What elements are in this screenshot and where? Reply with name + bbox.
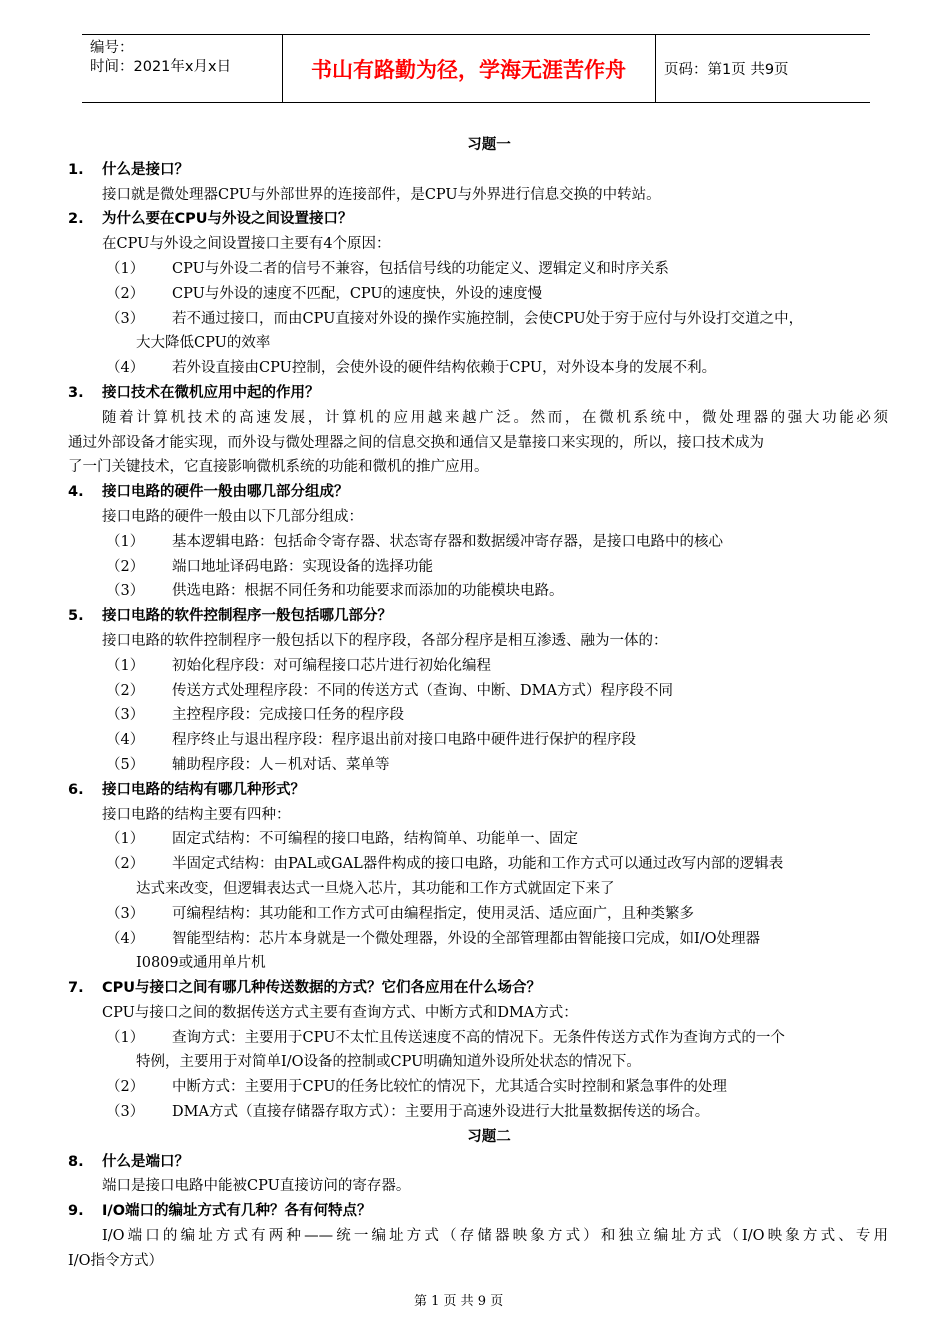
question-number: 7. <box>68 980 84 997</box>
list-item <box>68 555 888 580</box>
question-heading <box>68 604 888 629</box>
list-item-text: 辅助程序段：人－机对话、菜单等 <box>172 756 390 773</box>
section-title: 习题一 <box>467 137 511 153</box>
list-item <box>68 654 888 679</box>
list-item <box>68 902 888 927</box>
header-motto: 书山有路勤为径，学海无涯苦作舟 <box>311 57 626 82</box>
list-item-marker: （3） <box>106 310 145 327</box>
list-item-continuation: 大大降低CPU的效率 <box>136 335 271 352</box>
question-number: 1. <box>68 161 84 178</box>
page-header <box>82 34 870 103</box>
question-heading <box>68 480 888 505</box>
list-item-text: 程序终止与退出程序段：程序退出前对接口电路中硬件进行保护的程序段 <box>172 732 636 749</box>
list-item <box>68 530 888 555</box>
list-item-marker: （3） <box>106 905 145 922</box>
question-text: 什么是端口？ <box>102 1153 189 1170</box>
list-item-text: 查询方式：主要用于CPU不太忙且传送速度不高的情况下。无条件传送方式作为查询方式的一个 <box>172 1029 785 1046</box>
question-number: 3. <box>68 384 84 401</box>
paragraph-line: I/O指令方式） <box>68 1252 164 1269</box>
list-item-text: 中断方式：主要用于CPU的任务比较忙的情况下，尤其适合实时控制和紧急事件的处理 <box>172 1079 727 1096</box>
paragraph-line: 了一门关键技术，它直接影响微机系统的功能和微机的推广应用。 <box>68 459 489 476</box>
list-item-marker: （2） <box>106 856 145 873</box>
paragraph-line: 随着计算机技术的高速发展，计算机的应用越来越广泛。然而，在微机系统中，微处理器的强大功能必须 <box>102 409 888 426</box>
list-item <box>68 753 888 778</box>
paragraph-line: 接口电路的硬件一般由以下几部分组成： <box>102 508 363 525</box>
list-item-text: 可编程结构：其功能和工作方式可由编程指定，使用灵活、适应面广，且种类繁多 <box>172 905 694 922</box>
paragraph-line: 接口电路的结构主要有四种： <box>102 806 291 823</box>
question-heading <box>68 778 888 803</box>
paragraph-line: 接口电路的软件控制程序一般包括以下的程序段，各部分程序是相互渗透、融为一体的： <box>102 632 668 649</box>
question-number: 8. <box>68 1153 84 1170</box>
question-number: 9. <box>68 1203 84 1220</box>
question-text: 接口电路的软件控制程序一般包括哪几部分？ <box>102 608 392 625</box>
document-number-label: 编号： <box>90 40 134 56</box>
list-item-marker: （1） <box>106 831 145 848</box>
question-number: 6. <box>68 781 84 798</box>
list-item-marker: （2） <box>106 682 145 699</box>
paragraph-line: 端口是接口电路中能被CPU直接访问的寄存器。 <box>102 1178 411 1195</box>
list-item-continuation: 达式来改变，但逻辑表达式一旦烧入芯片，其功能和工作方式就固定下来了 <box>136 880 615 897</box>
paragraph-line: I/O端口的编址方式有两种——统一编址方式（存储器映象方式）和独立编址方式（I/O映象方式、专用 <box>102 1228 888 1245</box>
header-divider <box>655 35 656 102</box>
header-page-label: 页码：第1页 共9页 <box>664 62 789 78</box>
list-item <box>68 679 888 704</box>
list-item-continuation: 特例，主要用于对简单I/O设备的控制或CPU明确知道外设所处状态的情况下。 <box>136 1054 641 1071</box>
section-title: 习题二 <box>467 1128 511 1145</box>
list-item-text: 若不通过接口，而由CPU直接对外设的操作实施控制，会使CPU处于穷于应付与外设打交道之中， <box>172 310 804 327</box>
list-item-continuation: I0809或通用单片机 <box>136 955 266 972</box>
list-item-marker: （1） <box>106 657 145 674</box>
paragraph-line: 接口就是微处理器CPU与外部世界的连接部件，是CPU与外界进行信息交换的中转站。 <box>102 186 661 203</box>
list-item-text: 半固定式结构：由PAL或GAL器件构成的接口电路，功能和工作方式可以通过改写内部的逻辑表 <box>172 856 784 873</box>
list-item <box>68 1026 888 1051</box>
question-heading <box>68 1150 888 1175</box>
list-item <box>68 257 888 282</box>
paragraph-line: CPU与接口之间的数据传送方式主要有查询方式、中断方式和DMA方式： <box>102 1004 578 1021</box>
question-heading <box>68 207 888 232</box>
list-item <box>68 1075 888 1100</box>
paragraph-line: 通过外部设备才能实现，而外设与微处理器之间的信息交换和通信又是靠接口来实现的，所以，接口技术成为 <box>68 434 764 451</box>
list-item-text: 固定式结构：不可编程的接口电路，结构简单、功能单一、固定 <box>172 831 578 848</box>
list-item <box>68 728 888 753</box>
document-time-label: 时间：2021年x月x日 <box>90 59 232 75</box>
list-item-text: 供选电路：根据不同任务和功能要求而添加的功能模块电路。 <box>172 583 564 600</box>
list-item-text: CPU与外设的速度不匹配，CPU的速度快，外设的速度慢 <box>172 285 543 302</box>
question-number: 4. <box>68 484 84 501</box>
question-text: 什么是接口？ <box>102 161 189 178</box>
list-item <box>68 356 888 381</box>
list-item-marker: （1） <box>106 1029 145 1046</box>
list-item-text: 基本逻辑电路：包括命令寄存器、状态寄存器和数据缓冲寄存器，是接口电路中的核心 <box>172 533 723 550</box>
question-text: I/O端口的编址方式有几种？各有何特点？ <box>102 1203 372 1220</box>
document-body <box>68 133 888 1274</box>
question-text: 为什么要在CPU与外设之间设置接口？ <box>102 211 353 228</box>
list-item-marker: （3） <box>106 707 145 724</box>
list-item <box>68 852 888 877</box>
paragraph-line: 在CPU与外设之间设置接口主要有4个原因： <box>102 236 391 253</box>
question-number: 5. <box>68 608 84 625</box>
list-item <box>68 307 888 332</box>
list-item <box>68 282 888 307</box>
page-footer: 第 1 页 共 9 页 <box>414 1294 504 1309</box>
list-item-marker: （4） <box>106 732 145 749</box>
list-item-marker: （3） <box>106 583 145 600</box>
list-item-text: 初始化程序段：对可编程接口芯片进行初始化编程 <box>172 657 491 674</box>
question-text: 接口电路的结构有哪几种形式？ <box>102 781 305 798</box>
list-item-marker: （2） <box>106 285 145 302</box>
header-info <box>90 39 231 77</box>
question-text: 接口电路的硬件一般由哪几部分组成？ <box>102 484 349 501</box>
list-item <box>68 927 888 952</box>
list-item-marker: （2） <box>106 1079 145 1096</box>
list-item-text: 传送方式处理程序段：不同的传送方式（查询、中断、DMA方式）程序段不同 <box>172 682 673 699</box>
question-heading <box>68 158 888 183</box>
question-text: 接口技术在微机应用中起的作用？ <box>102 384 320 401</box>
list-item-marker: （2） <box>106 558 145 575</box>
list-item-text: 若外设直接由CPU控制，会使外设的硬件结构依赖于CPU，对外设本身的发展不利。 <box>172 360 717 377</box>
question-heading <box>68 976 888 1001</box>
list-item-marker: （5） <box>106 756 145 773</box>
list-item-text: CPU与外设二者的信号不兼容，包括信号线的功能定义、逻辑定义和时序关系 <box>172 260 669 277</box>
question-text: CPU与接口之间有哪几种传送数据的方式？它们各应用在什么场合？ <box>102 980 542 997</box>
question-heading <box>68 381 888 406</box>
list-item-text: 智能型结构：芯片本身就是一个微处理器，外设的全部管理都由智能接口完成，如I/O处理器 <box>172 930 760 947</box>
question-number: 2. <box>68 211 84 228</box>
list-item-text: 主控程序段：完成接口任务的程序段 <box>172 707 404 724</box>
list-item-marker: （3） <box>106 1104 145 1121</box>
list-item-marker: （1） <box>106 260 145 277</box>
question-heading <box>68 1199 888 1224</box>
list-item <box>68 1100 888 1125</box>
list-item <box>68 579 888 604</box>
list-item-marker: （4） <box>106 360 145 377</box>
list-item <box>68 827 888 852</box>
list-item-text: DMA方式（直接存储器存取方式）：主要用于高速外设进行大批量数据传送的场合。 <box>172 1104 710 1121</box>
list-item-text: 端口地址译码电路：实现设备的选择功能 <box>172 558 433 575</box>
list-item-marker: （1） <box>106 533 145 550</box>
list-item-marker: （4） <box>106 930 145 947</box>
list-item <box>68 703 888 728</box>
